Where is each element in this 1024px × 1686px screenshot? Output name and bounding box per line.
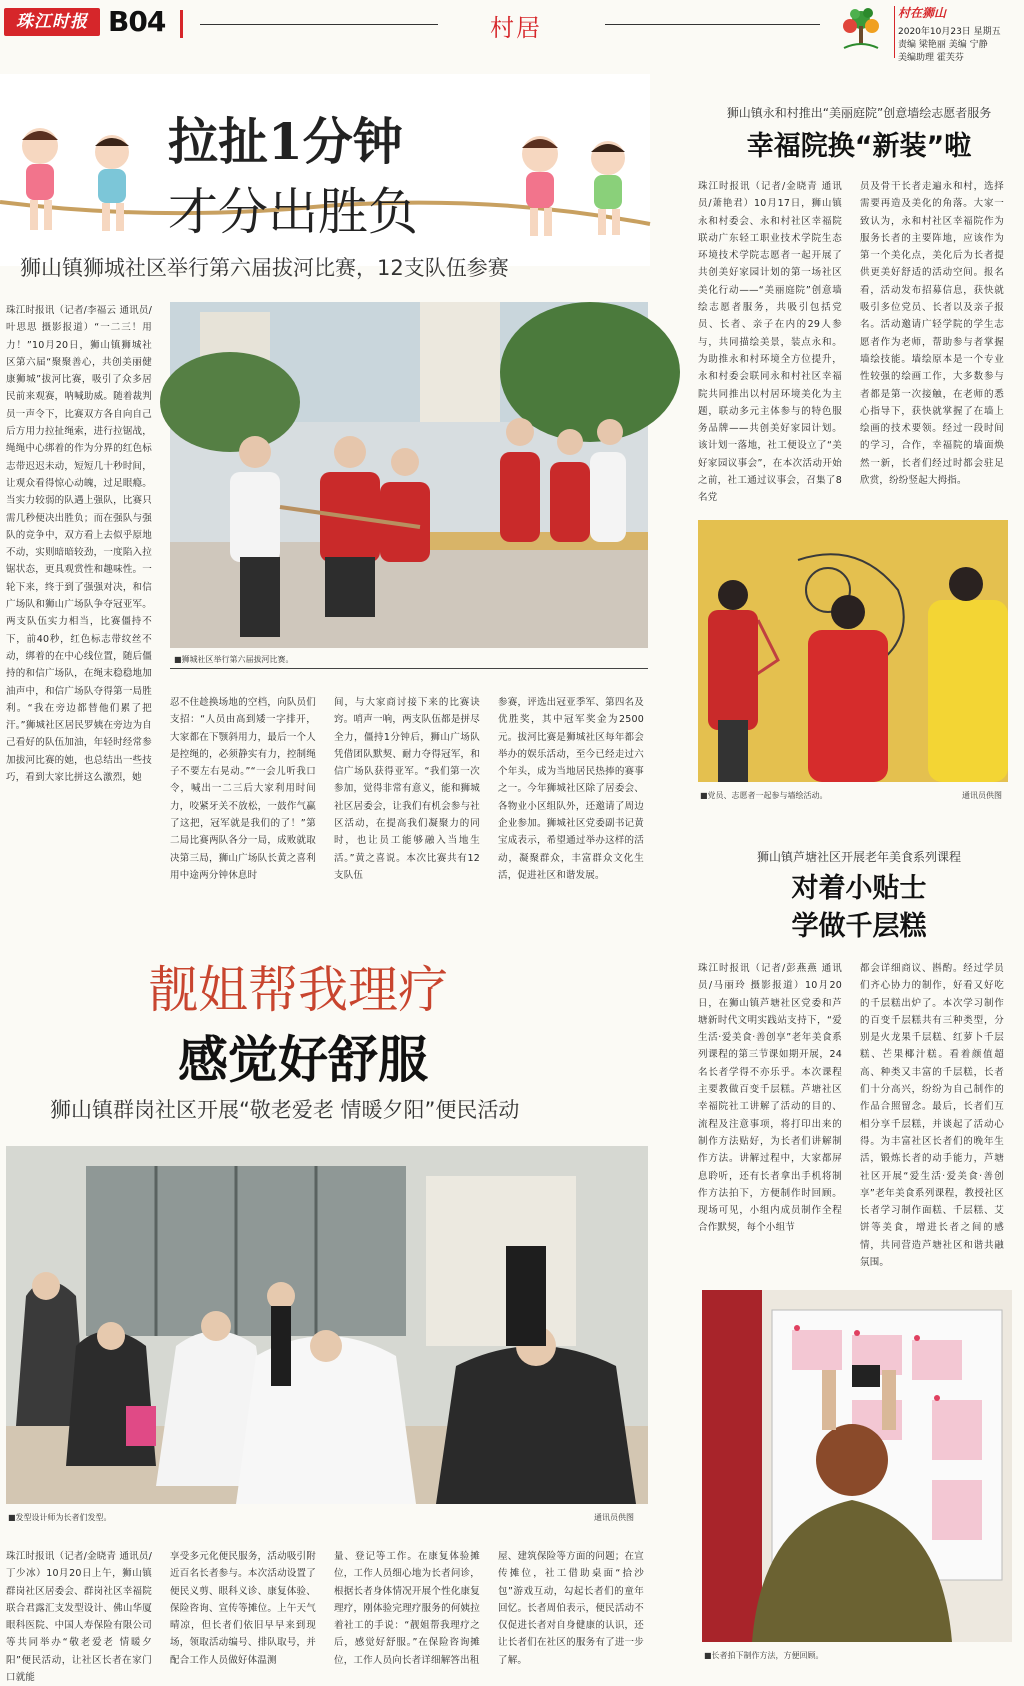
cake-kicker: 狮山镇芦塘社区开展老年美食系列课程 bbox=[756, 850, 961, 864]
mural-photo-credit: 通讯员供图 bbox=[962, 791, 1002, 800]
editors-line-1: 责编 梁艳丽 美编 宁静 bbox=[898, 40, 988, 50]
tug-col-1: 珠江时报讯（记者/李福云 通讯员/叶思思 摄影报道）“一二三！用力！”10月20日，狮山镇狮城社区第六届“聚聚善心，共创美丽健康狮城”拔河比赛，吸引了众多居民前来观赛，呐喊助威。随着裁判员一声令下，比赛双方各自向自己后方用力拉扯绳索，进行拉锯战，绳绳中心绑着的作为分界的红色标志带迟迟未动，短短几十秒时间，让观众看得惊心动魄，过足眼瘾。当实力较弱的队遇上强队，比赛只需几秒便决出胜负；而在强队与强队的竞争中，双方看上去似乎原地不动，实则暗暗较劲，一度陷入拉锯状态，更具观赏性和趣味性。一轮下来，终于到了强强对决，和信广场队和狮山广场队争夺冠亚军。两支队伍实力相当，比赛僵持不下，前40秒，红色标志带纹丝不动，绑着的在中心线位置，随后僵持的和信广场队，在绳末稳稳地加油声中，和信广场队夺得第一局胜利。“我在旁边都替他们累了把汗。”狮城社区居民罗姨在旁边为自己看好的队伍加油，年轻时经常参加拔河比赛的她，也总结出一些技巧，看到大家比拼这么激烈，她 bbox=[6, 305, 152, 784]
tug-subtitle: 狮山镇狮城社区举行第六届拔河比赛，12支队伍参赛 bbox=[20, 256, 509, 280]
cake-headline-1: 对着小贴士 bbox=[791, 873, 927, 904]
tree-logo-icon bbox=[830, 4, 892, 58]
hair-col-1: 珠江时报讯（记者/金晓青 通讯员/丁少冰）10月20日上午，狮山镇群岗社区居委会、群岗社区幸福院联合君露汇支发型设计、佛山华厦眼科医院、中国人寿保险有限公司等共同举办“敬老爱老 情暖夕阳”便民活动，让社区长者在家门口就能 bbox=[6, 1551, 152, 1684]
hair-col-2: 享受多元化便民服务，活动吸引附近百名长者参与。本次活动设置了便民义剪、眼科义诊、康复体验、保险咨询、宣传等摊位。上午天气晴凉，但长者们依旧早早来到现场，领取活动编号、排队取号，并配合工作人员做好体温测 bbox=[170, 1551, 316, 1666]
tug-headline-1: 拉扯1分钟 bbox=[168, 112, 403, 171]
page-number: B04 bbox=[108, 5, 166, 38]
hair-col-4: 屋、建筑保险等方面的问题；在宣传摊位，社工借助桌面“拾沙包”游戏互动，勾起长者们的童年回忆。长者周伯表示，便民活动不仅促进长者对自身健康的认识，还让长者们在社区的服务有了进一步了解。 bbox=[498, 1551, 644, 1666]
header-divider bbox=[894, 6, 895, 58]
sidebar-logo-text: 村在狮山 bbox=[898, 6, 947, 20]
tug-col-2: 忍不住趁换场地的空档，向队员们支招：“人员由高到矮一字排开，大家都在下颚斜用力，最后一个人是控绳的，必须静实有力，控制绳子不要左右晃动。”“一会儿听我口令，喊出一二三后大家利用时间力，咬紧牙关不放松，一鼓作气赢了这把，冠军就是我们的了！”第二局比赛两队各分一局，成败就取决第三局，狮山广场队长黄之喜利用中途两分钟休息时 bbox=[170, 697, 316, 881]
tug-headline-2: 才分出胜负 bbox=[168, 183, 418, 241]
mural-photo bbox=[698, 520, 1008, 782]
hair-photo-caption: ■发型设计师为长者们发型。 bbox=[8, 1513, 112, 1522]
mural-col-2: 员及骨干长者走遍永和村，选择需要再造及美化的角落。大家一致认为，永和村社区幸福院作为服务长者的主要阵地，应该作为第一个美化点，美化后为长者提供更美好舒适的活动空间。报名看，活动发布招募信息，获快就吸引多位党员、长者以及亲子报名。活动邀请广轻学院的学生志愿者作为老师，帮助参与者掌握墙绘技能。墙绘原本是一个专业性较强的绘画工作，大多数参与者都是第一次接触，在老师的悉心指导下，获快就掌握了在墙上绘画的技术要领。经过一段时间的学习，合作，幸福院的墙面焕然一新，长者们经过时都会驻足欣赏，纷纷竖起大拇指。 bbox=[860, 181, 1004, 487]
hair-photo-credit: 通讯员供图 bbox=[594, 1513, 634, 1522]
cake-col-2: 都会详细商议、斟酌。经过学员们齐心协力的制作，好看又好吃的千层糕出炉了。本次学习制作的百变千层糕共有三种类型，分别是火龙果千层糕、红萝卜千层糕、芒果椰汁糕。看着颜值超高、种类又丰富的千层糕，长者们十分高兴，纷纷为自己制作的作品合照留念。最后，长者们互相分享千层糕，并谈起了活动心得。为丰富社区长者们的晚年生活，锻炼长者的动手能力，芦塘社区开展“爱生活·爱美食·善创享”老年美食系列课程，教授社区长者学习制作面糕、千层糕、艾饼等美食，增进长者之间的感情，共同营造芦塘社区和谐共融氛围。 bbox=[860, 963, 1004, 1269]
tug-photo-caption: ■狮城社区举行第六届拔河比赛。 bbox=[174, 655, 294, 664]
mural-photo-caption: ■党员、志愿者一起参与墙绘活动。 bbox=[700, 791, 828, 800]
tug-col-4: 参赛，评选出冠亚季军、第四名及优胜奖，其中冠军奖金为2500元。拔河比赛是狮城社区每年都会举办的娱乐活动，至今已经走过六个年头，成为当地居民热捧的赛事之一。今年狮城社区除了居委会、各物业小区组队外，还邀请了周边企业参加。狮城社区党委副书记黄宝成表示，希望通过举办这样的活动，凝聚群众，丰富群众文化生活，促进社区和谐发展。 bbox=[498, 697, 644, 881]
hair-headline-1: 靓姐帮我理疗 bbox=[148, 961, 448, 1019]
tug-rule bbox=[170, 668, 648, 669]
tug-col-3: 间，与大家商讨接下来的比赛诀窍。哨声一响，两支队伍都是拼尽全力，僵持1分钟后，狮山广场队凭借团队默契、耐力夺得冠军，和信广场队获得亚军。“我们第一次参加，觉得非常有意义，能和狮城社区居委会，让我们有机会参与社区活动，在提高我们凝聚力的同时，也让员工能够融入当地生活。”黄之喜说。本次比赛共有12支队伍 bbox=[334, 697, 480, 881]
mural-col-1: 珠江时报讯（记者/金晓青 通讯员/萧艳君）10月17日，狮山镇永和村委会、永和村社区幸福院联动广东轻工职业技术学院生态环境技术学院志愿者一起开展了共创美好家园计划的第一场社区美化行动——“美丽庭院”创意墙绘志愿者服务，共吸引包括党员、长者、亲子在内的29人参与，共同描绘美景，装点永和。为助推永和村环境全方位提升，永和村委会联同永和村社区幸福院共同推出以村居环境美化为主题，联动多元主体参与的特色服务品牌——共创美好家园计划。该计划一落地，社工便设立了“美好家园议事会”，在本次活动开始之前，社工通过议事会，召集了8名党 bbox=[698, 181, 842, 504]
cake-photo-caption: ■长者拍下制作方法，方便回顾。 bbox=[704, 1651, 824, 1660]
hair-col-3: 量、登记等工作。在康复体验摊位，工作人员细心地为长者问诊，根据长者身体情况开展个性化康复理疗，刚体验完理疗服务的何姨拉着社工的手说：“靓姐帮我理疗之后，感觉好舒服。”在保险咨询摊位，工作人员向长者详细解答出租 bbox=[334, 1551, 480, 1666]
header-red-bar bbox=[180, 10, 183, 38]
issue-date: 2020年10月23日 星期五 bbox=[898, 27, 1001, 37]
cake-headline-2: 学做千层糕 bbox=[791, 911, 927, 942]
header-rule-right bbox=[605, 24, 820, 25]
editors-line-2: 美编助理 霍芙芬 bbox=[898, 53, 964, 63]
masthead-logo: 珠江时报 bbox=[4, 8, 100, 36]
header-rule-left bbox=[200, 24, 438, 25]
hair-subtitle: 狮山镇群岗社区开展“敬老爱老 情暖夕阳”便民活动 bbox=[50, 1098, 520, 1122]
cake-photo bbox=[702, 1290, 1012, 1642]
section-title: 村居 bbox=[490, 14, 542, 42]
cake-col-1: 珠江时报讯（记者/彭燕燕 通讯员/马丽玲 摄影报道）10月20日，在狮山镇芦塘社区党委和芦塘新时代文明实践站支持下，“爱生活·爱美食·善创享”老年美食系列课程的第三节课如期开展，24名长者学得不亦乐乎。本次课程主要教做百变千层糕。芦塘社区幸福院社工讲解了活动的目的、流程及注意事项，将打印出来的制作方法贴好，为长者们讲解制作方法。讲解过程中，大家都屏息聆听，还有长者拿出手机将制作方法拍下，方便制作时回顾。现场可见，小组内成员制作全程合作默契，每个小组节 bbox=[698, 963, 842, 1234]
mural-kicker: 狮山镇永和村推出“美丽庭院”创意墙绘志愿者服务 bbox=[726, 106, 992, 120]
mural-headline: 幸福院换“新装”啦 bbox=[746, 131, 972, 162]
hair-photo bbox=[6, 1146, 648, 1504]
tug-photo bbox=[170, 302, 648, 648]
hair-headline-2: 感觉好舒服 bbox=[178, 1030, 428, 1089]
